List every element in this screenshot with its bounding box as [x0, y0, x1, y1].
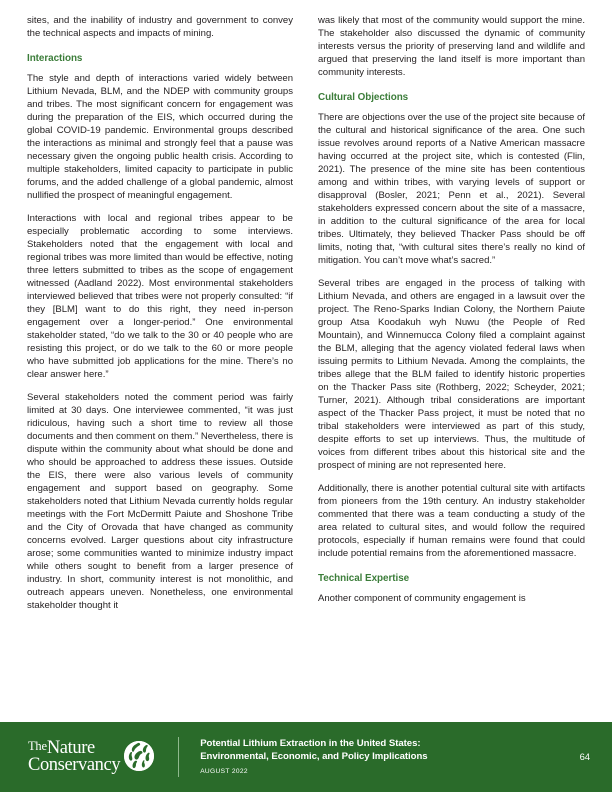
logo-the-text: The	[28, 738, 47, 753]
paragraph: Additionally, there is another potential cultural site with artifacts from pioneers from the 19th century. An industry stakeholder commented that there was a team conducting a study of the area related to cultural sites, and would follow the required protocols, especially if human remains were found that could include potential remains from the aforementioned massacre.	[318, 483, 585, 560]
logo-nature-text: Nature	[46, 737, 95, 758]
right-column	[318, 14, 585, 714]
page-footer	[0, 722, 612, 792]
paragraph: sites, and the inability of industry and government to convey the technical aspects and impacts of mining.	[27, 15, 293, 40]
logo-conservancy-text: Conservancy	[28, 755, 121, 775]
paragraph: was likely that most of the community would support the mine. The stakeholder also discussed the dynamic of community interests versus the priority of preserving land and wildlife and argued that preserving the land itself is more important than community interests.	[318, 15, 585, 79]
footer-title-block	[200, 738, 579, 776]
section-heading-technical-expertise: Technical Expertise	[318, 572, 410, 584]
page-content	[27, 14, 585, 714]
globe-oak-leaf-icon	[123, 740, 155, 772]
section-heading-interactions: Interactions	[27, 52, 83, 64]
paragraph: Several stakeholders noted the comment period was fairly limited at 30 days. One interviewee commented, “it was just ridiculous, having such a short time to review all those documents and then comment on them.” Nevertheless, there is dispute within the community about what should be done and who should be approached to address these issues. Outside the EIS, there were also various levels of community engagement and support based on geography. Some stakeholders noted that Lithium Nevada currently holds regular meetings with the Fort McDermitt Paiute and Shoshone Tribe and the City of Orovada that have changed as community concerns evolved. Larger questions about city infrastructure arose; some communities wanted to minimize industry impact while others sought to benefit from a larger presence of industry. In short, community interest is not monolithic, and outreach appears uneven. Nonetheless, one environmental stakeholder thought it	[27, 391, 293, 612]
footer-title-line-1: Potential Lithium Extraction in the United States:	[200, 738, 421, 750]
the-nature-conservancy-logo	[28, 737, 155, 775]
page-number: 64	[579, 750, 590, 762]
footer-inner	[0, 722, 612, 792]
paragraph: There are objections over the use of the project site because of the cultural and historical significance of the area. One such issue revolves around reports of a Native American massacre having occurred at the project site, which is contested (Flin, 2021). The presence of the mine site has been contentious among and within tribes, with varying levels of support or disapproval (Bosler, 2021; Penn et al., 2021). Several stakeholders expressed concern about the site of a massacre, in addition to the cultural significance of the area for local tribes. Ultimately, they believed Thacker Pass should be off limits, noting that, “with cultural sites there’s really no kind of mitigation. You can’t move what’s sacred.”	[318, 111, 585, 267]
paragraph: The style and depth of interactions varied widely between Lithium Nevada, BLM, and the NDEP with community groups and tribes. The most significant concern for engagement was during the preparation of the EIS, which occurred during the global COVID-19 pandemic. Environmental groups described the interactions as minimal and strongly feel that a pause was necessary given the ongoing public health crisis. According to multiple stakeholders, limited capacity to participate in public forums, and the added challenge of a global pandemic, almost nullified the prospect of meaningful engagement.	[27, 72, 293, 202]
footer-title-line-2: Environmental, Economic, and Policy Implications	[200, 750, 428, 762]
footer-date: AUGUST 2022	[200, 767, 248, 775]
paragraph: Interactions with local and regional tribes appear to be especially problematic according to some interviews. Stakeholders noted that the engagement with local and regional tribes was more limited than would be effective, noting three letters submitted to tribes as the scope of engagement witnessed (Aadland 2022). Most environmental stakeholders interviewed believed that tribes were not properly consulted: “if they [BLM] want to do this right, they need in-person engagement over a longer-period.” One environmental stakeholder stated, “do we talk to the 30 or 40 people who are resisting this project, or do we talk to the 60 or more people who have submitted job applications for the mine. There’s no clear answer here.”	[27, 212, 293, 381]
logo-wordmark	[28, 737, 121, 775]
section-heading-cultural-objections: Cultural Objections	[318, 91, 409, 103]
paragraph: Several tribes are engaged in the process of talking with Lithium Nevada, and others are engaged in a lawsuit over the project. The Reno-Sparks Indian Colony, the Northern Paiute group Atsa Koodakuh wyh Nuwu (the People of Red Mountain), and Winnemucca Colony filed a complaint against the BLM, alleging that the agency violated federal laws when issuing permits to Lithium Nevada. Among the complaints, the tribes allege that the BLM failed to identify historic properties on the Thacker Pass site (Rothberg, 2022; Scheyder, 2021; Turner, 2021). Although tribal considerations are important aspect of the Thacker Pass project, it must be noted that no tribal stakeholders were interviewed as part of this study, despite efforts to set up interviews. Thus, the multitude of voices from different tribes about this historical site and the prospect of mining are not represented here.	[318, 277, 585, 472]
footer-divider	[178, 737, 179, 777]
left-column	[27, 14, 293, 714]
paragraph: Another component of community engagement is	[318, 592, 526, 604]
